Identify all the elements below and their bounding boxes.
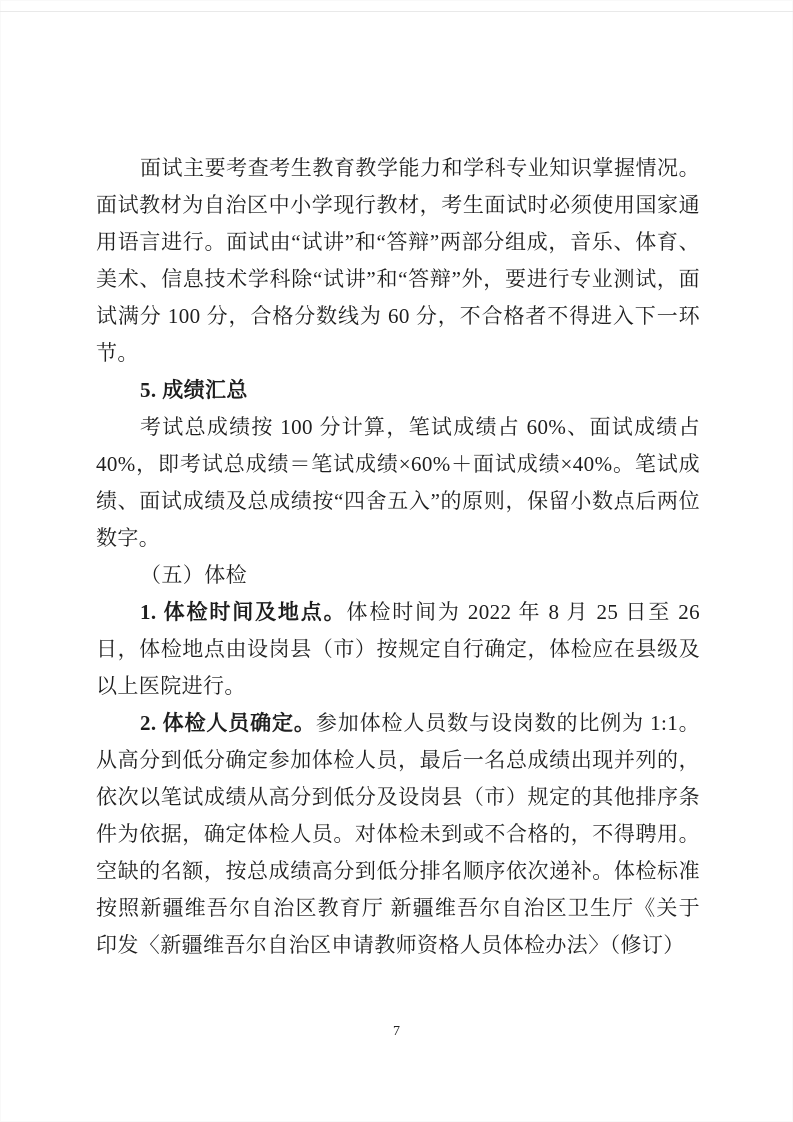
paragraph-exam-people [96, 705, 700, 964]
paragraph-exam-time [96, 594, 700, 705]
page-number: 7 [393, 1024, 400, 1039]
heading-physical-exam: （五）体检 [140, 563, 247, 587]
paragraph-exam-people-lead: 2. 体检人员确定。 [140, 711, 316, 735]
paragraph-exam-time-rest: 体检时间为 2022 年 8 月 25 日至 26 日，体检地点由设岗县（市）按规定自行确定，体检应在县级及以上医院进行。 [96, 600, 700, 698]
paragraph-score-summary: 考试总成绩按 100 分计算，笔试成绩占 60%、面试成绩占 40%，即考试总成绩＝笔试成绩×60%＋面试成绩×40%。笔试成绩、面试成绩及总成绩按“四舍五入”的原则，保留小数点后两位数字。 [96, 415, 700, 550]
heading-score-summary: 5. 成绩汇总 [140, 378, 248, 402]
paragraph-exam-time-lead: 1. 体检时间及地点。 [140, 600, 347, 624]
document-body [96, 150, 700, 964]
paragraph-interview: 面试主要考查考生教育教学能力和学科专业知识掌握情况。面试教材为自治区中小学现行教材，考生面试时必须使用国家通用语言进行。面试由“试讲”和“答辩”两部分组成，音乐、体育、美术、信息技术学科除“试讲”和“答辩”外，要进行专业测试，面试满分 100 分，合格分数线为 60 分，不合格者不得进入下一环节。 [96, 156, 700, 365]
page-top-edge [0, 11, 793, 12]
paragraph-exam-people-rest: 参加体检人员数与设岗数的比例为 1:1。从高分到低分确定参加体检人员，最后一名总成绩出现并列的，依次以笔试成绩从高分到低分及设岗县（市）规定的其他排序条件为依据，确定体检人员。对体检未到或不合格的，不得聘用。空缺的名额，按总成绩高分到低分排名顺序依次递补。体检标准按照新疆维吾尔自治区教育厅 新疆维吾尔自治区卫生厅《关于印发〈新疆维吾尔自治区申请教师资格人员体检办法〉（修订） [96, 711, 700, 957]
